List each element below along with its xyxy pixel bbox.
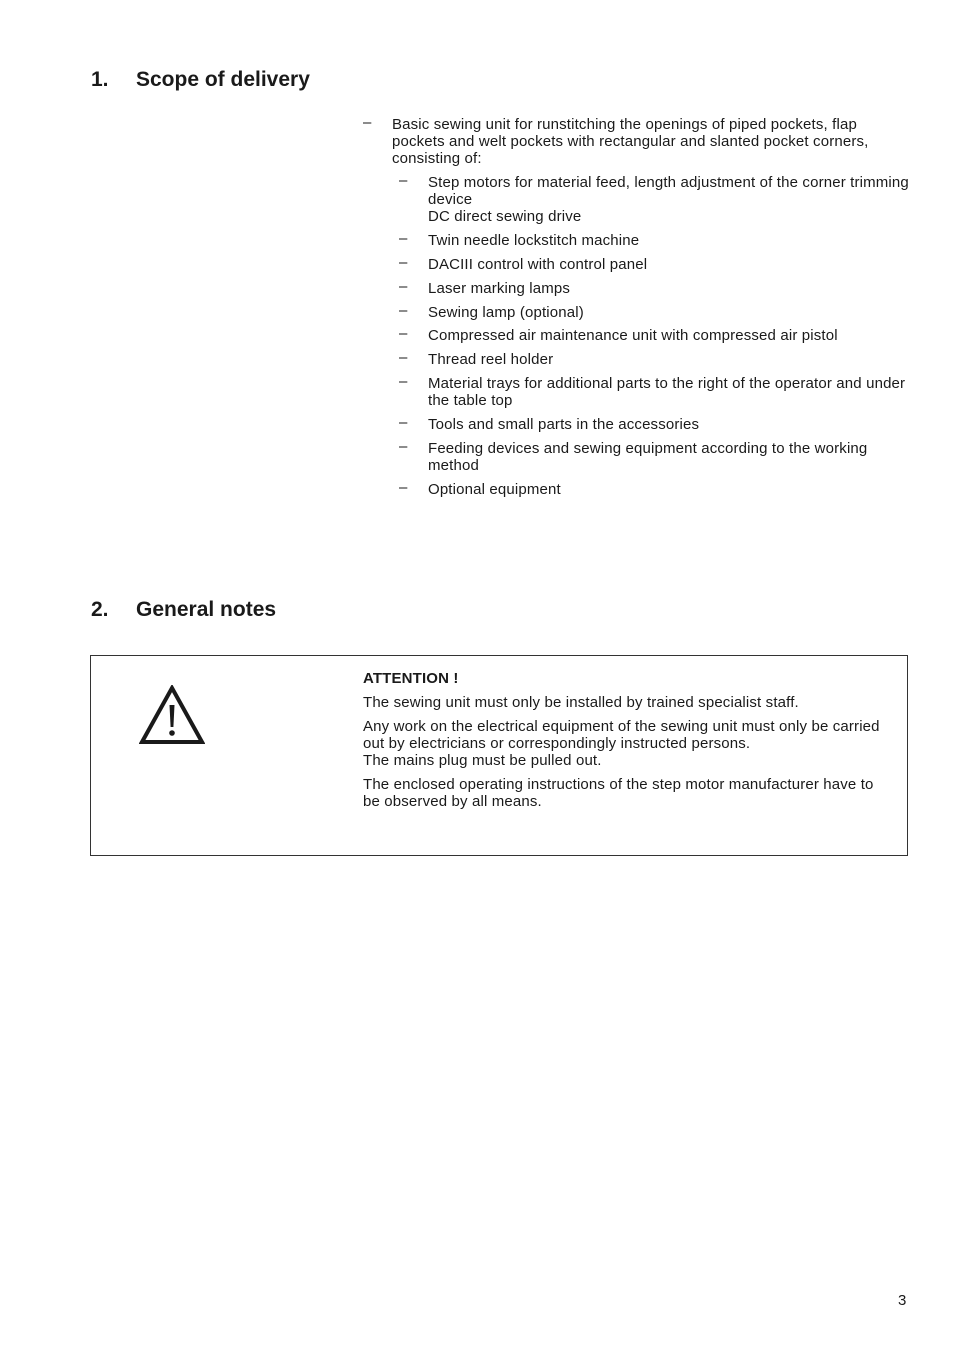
dash-bullet: – bbox=[399, 478, 408, 496]
list-item-text: Tools and small parts in the accessories bbox=[428, 416, 700, 434]
section-heading-scope-of-delivery bbox=[91, 68, 310, 92]
dash-bullet: – bbox=[399, 277, 408, 295]
list-item-text: Compressed air maintenance unit with compressed air pistol bbox=[428, 327, 838, 345]
dash-bullet: – bbox=[399, 253, 408, 271]
section-number: 2. bbox=[91, 598, 109, 621]
list-item-text: Optional equipment bbox=[428, 480, 561, 498]
list-item bbox=[399, 416, 919, 433]
section-number: 1. bbox=[91, 68, 109, 91]
page-number: 3 bbox=[898, 1292, 907, 1309]
list-item bbox=[399, 277, 919, 297]
section-heading-general-notes bbox=[91, 598, 276, 622]
list-item bbox=[399, 440, 919, 474]
list-item bbox=[399, 327, 919, 344]
list-item-text: DACIII control with control panel bbox=[428, 255, 648, 273]
notice-paragraph bbox=[363, 718, 893, 769]
dash-bullet: – bbox=[399, 373, 408, 391]
notice-title: ATTENTION ! bbox=[363, 670, 459, 687]
list-item-text: Laser marking lamps bbox=[428, 279, 571, 297]
dash-bullet: – bbox=[399, 349, 408, 367]
list-item bbox=[399, 301, 919, 321]
list-item-text: DC direct sewing drive bbox=[428, 208, 582, 225]
list-item-text: Material trays for additional parts to the right of the operator and under the table top bbox=[428, 375, 906, 410]
list-item bbox=[399, 478, 919, 498]
list-item bbox=[399, 253, 919, 273]
list-item bbox=[399, 375, 919, 409]
list-item-text: Feeding devices and sewing equipment according to the working method bbox=[428, 440, 868, 475]
section-title: Scope of delivery bbox=[136, 68, 310, 91]
notice-paragraph: The enclosed operating instructions of the step motor manufacturer have to be observed by all means. bbox=[363, 776, 874, 810]
list-item bbox=[399, 229, 919, 249]
list-item-text: Sewing lamp (optional) bbox=[428, 303, 584, 321]
attention-notice-box bbox=[90, 655, 908, 856]
dash-bullet: – bbox=[399, 172, 408, 189]
dash-bullet: – bbox=[363, 114, 372, 131]
list-item-text: Step motors for material feed, length adjustment of the corner trimming device bbox=[428, 174, 909, 208]
notice-line: Any work on the electrical equipment of the sewing unit must only be carried out by electricians or correspondingly instructed persons. bbox=[363, 718, 880, 752]
main-list-item bbox=[363, 116, 908, 167]
section-title: General notes bbox=[136, 598, 277, 621]
dash-bullet: – bbox=[399, 325, 408, 343]
dash-bullet: – bbox=[399, 229, 408, 247]
list-item bbox=[399, 174, 919, 225]
notice-paragraph: The sewing unit must only be installed by trained specialist staff. bbox=[363, 694, 799, 711]
notice-text bbox=[363, 670, 893, 817]
component-list bbox=[399, 174, 919, 505]
list-item-text: Thread reel holder bbox=[428, 351, 554, 369]
dash-bullet: – bbox=[399, 301, 408, 319]
list-item-text: Twin needle lockstitch machine bbox=[428, 231, 640, 249]
list-item bbox=[399, 351, 919, 368]
dash-bullet: – bbox=[399, 414, 408, 432]
warning-triangle-icon bbox=[139, 685, 205, 745]
notice-line: The mains plug must be pulled out. bbox=[363, 752, 602, 769]
dash-bullet: – bbox=[399, 438, 408, 456]
main-item-text: Basic sewing unit for runstitching the openings of piped pockets, flap pockets and welt pockets with rectangular and slanted pocket corners, consisting of: bbox=[392, 116, 869, 167]
